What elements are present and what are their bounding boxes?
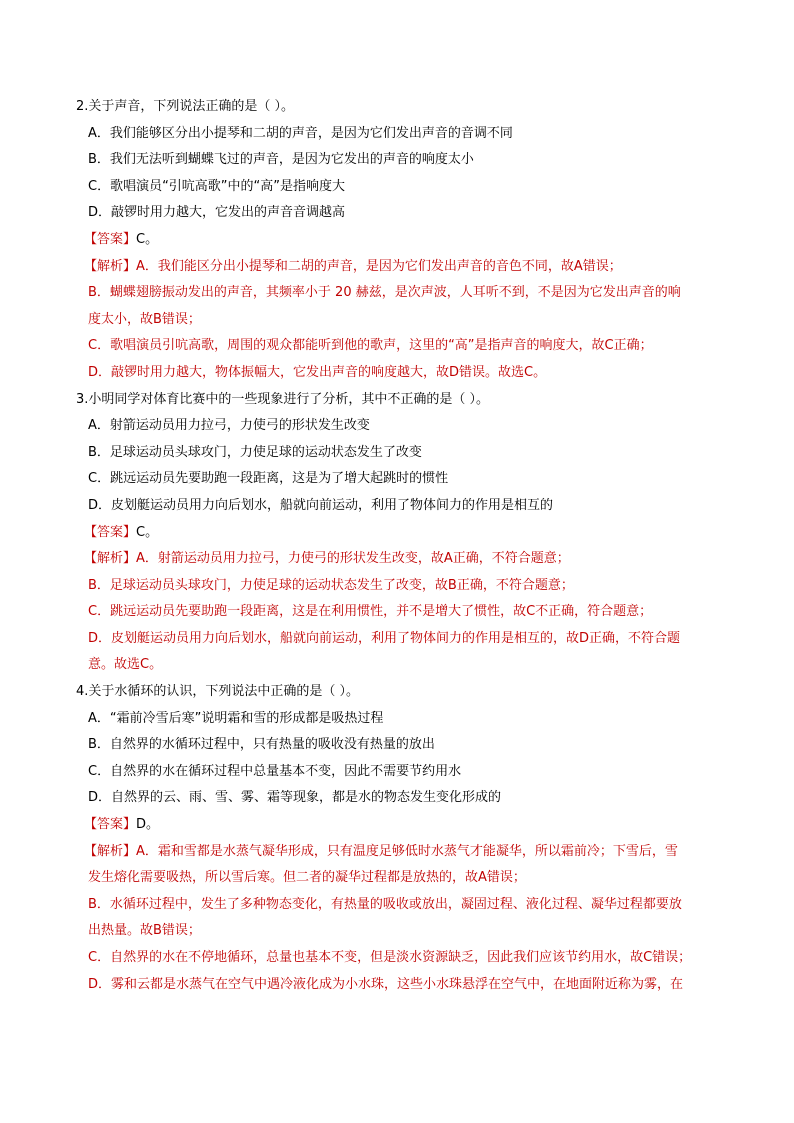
question-3-analysis-line-4: D．皮划艇运动员用力向后划水，船就向前运动，利用了物体间力的作用是相互的，故D正确，不符合题 bbox=[88, 630, 681, 646]
question-4-analysis-line-2: 发生熔化需要吸热，所以雪后寒。但二者的凝华过程都是放热的，故A错误； bbox=[88, 870, 526, 886]
answer-tag: 【答案】 bbox=[84, 817, 137, 833]
answer-tag: 【答案】 bbox=[84, 231, 137, 247]
question-4-analysis-line-1 bbox=[76, 839, 726, 866]
analysis-tag: 【解析】 bbox=[84, 551, 137, 567]
question-4-option-c: C．自然界的水在循环过程中总量基本不变，因此不需要节约用水 bbox=[88, 763, 462, 779]
question-2-analysis-line-1 bbox=[76, 254, 726, 281]
question-3-analysis-line-3: C．跳远运动员先要助跑一段距离，这是在利用惯性，并不是增大了惯性，故C不正确，符合题意； bbox=[88, 604, 653, 620]
question-2-analysis-line-4: C．歌唱演员引吭高歌，周围的观众都能听到他的歌声，这里的“高”是指声音的响度大，故C正确； bbox=[88, 338, 653, 354]
question-3-option-c: C．跳远运动员先要助跑一段距离，这是为了增大起跳时的惯性 bbox=[88, 471, 449, 487]
question-2-answer bbox=[76, 227, 726, 254]
question-2-option-a: A．我们能够区分出小提琴和二胡的声音，是因为它们发出声音的音调不同 bbox=[88, 125, 513, 141]
answer-value: C。 bbox=[136, 231, 159, 247]
question-2-option-d: D．敲锣时用力越大，它发出的声音音调越高 bbox=[88, 205, 346, 221]
question-2-analysis-line-3: 度太小，故B错误； bbox=[88, 311, 201, 327]
question-2-option-b: B．我们无法听到蝴蝶飞过的声音，是因为它发出的声音的响度太小 bbox=[88, 152, 474, 168]
question-4-title: 4.关于水循环的认识，下列说法中正确的是（ ）。 bbox=[76, 684, 360, 700]
answer-tag: 【答案】 bbox=[84, 524, 137, 540]
answer-value: D。 bbox=[136, 817, 160, 833]
analysis-text: A．射箭运动员用力拉弓，力使弓的形状发生改变，故A正确，不符合题意； bbox=[136, 551, 570, 567]
question-4-analysis-line-6: D．雾和云都是水蒸气在空气中遇冷液化成为小水珠，这些小水珠悬浮在空气中，在地面附近称为雾，在 bbox=[88, 976, 684, 992]
question-4-analysis-line-3: B．水循环过程中，发生了多种物态变化，有热量的吸收或放出，凝固过程、液化过程、凝华过程都要放 bbox=[88, 896, 682, 912]
answer-value: C。 bbox=[136, 524, 159, 540]
document-content bbox=[76, 94, 726, 998]
analysis-text: A．我们能区分出小提琴和二胡的声音，是因为它们发出声音的音色不同，故A错误； bbox=[136, 258, 622, 274]
question-4-analysis-line-4: 出热量。故B错误； bbox=[88, 923, 201, 939]
question-4-option-a: A．“霜前冷雪后寒”说明霜和雪的形成都是吸热过程 bbox=[88, 710, 384, 726]
question-3-option-d: D．皮划艇运动员用力向后划水，船就向前运动，利用了物体间力的作用是相互的 bbox=[88, 497, 554, 513]
question-2-analysis-line-5: D．敲锣时用力越大，物体振幅大，它发出声音的响度越大，故D错误。故选C。 bbox=[88, 364, 547, 380]
analysis-tag: 【解析】 bbox=[84, 258, 137, 274]
question-4-answer bbox=[76, 812, 726, 839]
analysis-text: A．霜和雪都是水蒸气凝华形成，只有温度足够低时水蒸气才能凝华，所以霜前冷；下雪后，雪 bbox=[136, 843, 678, 859]
question-4-option-d: D．自然界的云、雨、雪、雾、霜等现象，都是水的物态发生变化形成的 bbox=[88, 790, 502, 806]
question-3-option-b: B．足球运动员头球攻门，力使足球的运动状态发生了改变 bbox=[88, 444, 422, 460]
question-3-analysis-line-2: B．足球运动员头球攻门，力使足球的运动状态发生了改变，故B正确，不符合题意； bbox=[88, 577, 574, 593]
question-3-title: 3.小明同学对体育比赛中的一些现象进行了分析，其中不正确的是（ ）。 bbox=[76, 391, 490, 407]
question-4-option-b: B．自然界的水循环过程中，只有热量的吸收没有热量的放出 bbox=[88, 737, 435, 753]
question-3-analysis-line-5: 意。故选C。 bbox=[88, 657, 163, 673]
question-2-analysis-line-2: B．蝴蝶翅膀振动发出的声音，其频率小于 20 赫兹，是次声波，人耳听不到，不是因为它发出声音的响 bbox=[88, 285, 681, 301]
analysis-tag: 【解析】 bbox=[84, 843, 137, 859]
question-2-title: 2.关于声音，下列说法正确的是（ ）。 bbox=[76, 99, 295, 114]
question-3-answer bbox=[76, 520, 726, 547]
question-3-option-a: A．射箭运动员用力拉弓，力使弓的形状发生改变 bbox=[88, 418, 370, 434]
question-2-option-c: C．歌唱演员“引吭高歌”中的“高”是指响度大 bbox=[88, 178, 346, 194]
question-4-analysis-line-5: C．自然界的水在不停地循环，总量也基本不变，但是淡水资源缺乏，因此我们应该节约用水，故C错误； bbox=[88, 950, 692, 965]
question-3-analysis-line-1 bbox=[76, 546, 726, 573]
